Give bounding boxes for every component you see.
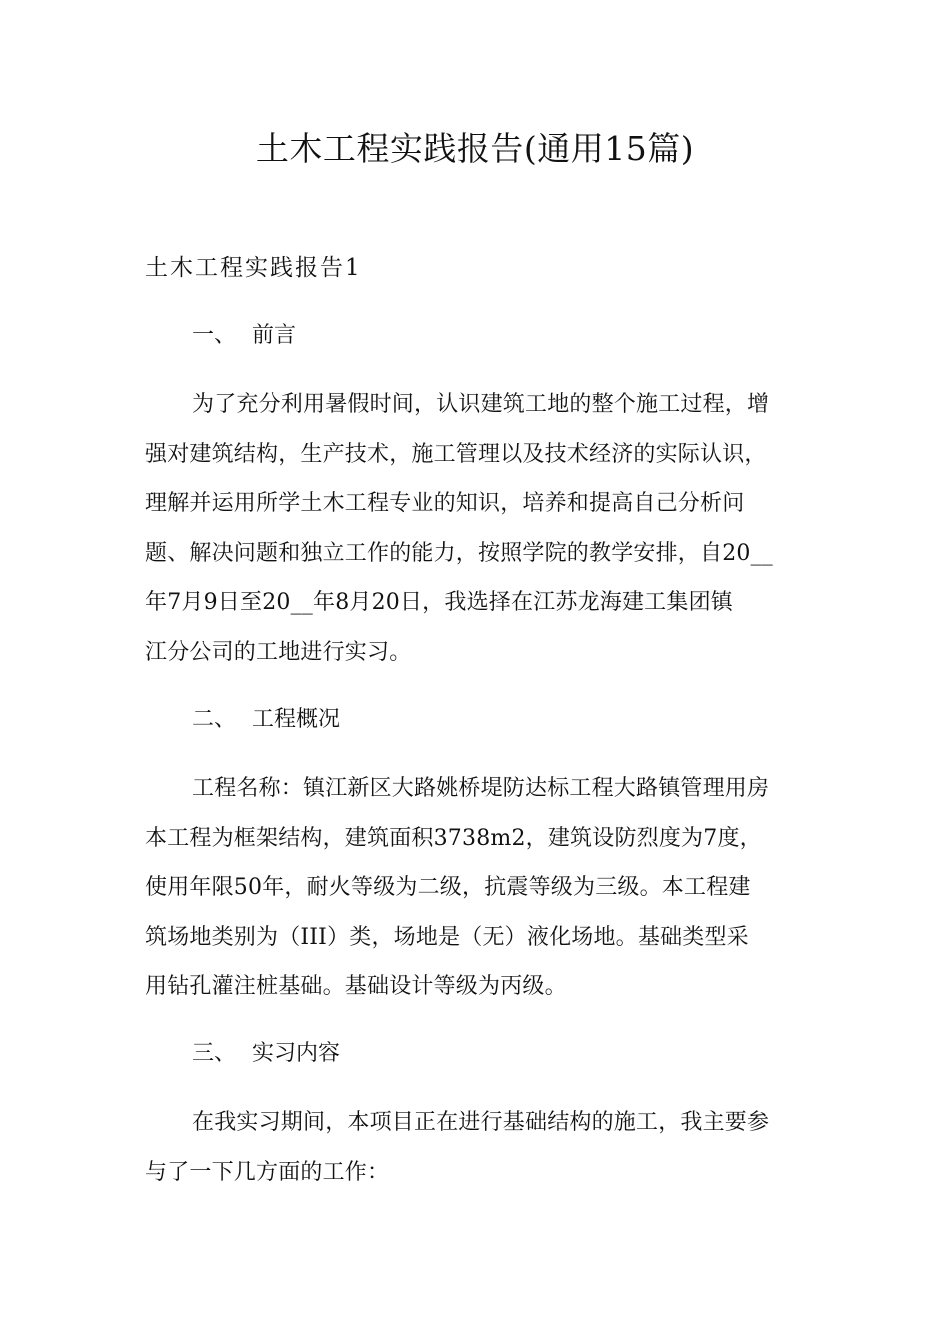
section-heading-3 bbox=[192, 1038, 340, 1070]
paragraph-line: 本工程为框架结构，建筑面积3738m2，建筑设防烈度为7度， bbox=[145, 825, 762, 851]
section-number: 二、 bbox=[192, 707, 237, 732]
paragraph-line: 筑场地类别为（III）类，场地是（无）液化场地。基础类型采 bbox=[145, 924, 749, 950]
section-title: 前言 bbox=[252, 323, 297, 348]
section-paragraph-2 bbox=[145, 764, 807, 1012]
section-number: 一、 bbox=[192, 323, 237, 348]
paragraph-line: 强对建筑结构，生产技术，施工管理以及技术经济的实际认识， bbox=[145, 441, 767, 467]
paragraph-line: 江分公司的工地进行实习。 bbox=[145, 639, 412, 665]
section-heading-2 bbox=[192, 704, 340, 736]
paragraph-line: 年7月9日至20__年8月20日，我选择在江苏龙海建工集团镇 bbox=[145, 590, 733, 615]
section-number: 三、 bbox=[192, 1041, 237, 1066]
section-paragraph-3 bbox=[145, 1098, 807, 1197]
document-title: 土木工程实践报告(通用15篇) bbox=[255, 129, 695, 168]
paragraph-line: 为了充分利用暑假时间，认识建筑工地的整个施工过程，增 bbox=[192, 392, 770, 417]
paragraph-line: 在我实习期间，本项目正在进行基础结构的施工，我主要参 bbox=[192, 1110, 770, 1135]
paragraph-line: 与了一下几方面的工作： bbox=[145, 1159, 390, 1185]
section-title: 实习内容 bbox=[252, 1041, 341, 1066]
section-title: 工程概况 bbox=[252, 707, 341, 732]
report-subtitle: 土木工程实践报告1 bbox=[145, 255, 362, 281]
paragraph-line: 使用年限50年，耐火等级为二级，抗震等级为三级。本工程建 bbox=[145, 875, 751, 900]
paragraph-line: 题、解决问题和独立工作的能力，按照学院的教学安排，自20__ bbox=[145, 540, 773, 566]
paragraph-line: 理解并运用所学土木工程专业的知识，培养和提高自己分析问 bbox=[145, 491, 745, 516]
paragraph-line: 工程名称：镇江新区大路姚桥堤防达标工程大路镇管理用房 bbox=[192, 776, 770, 801]
section-paragraph-1 bbox=[145, 380, 807, 677]
section-heading-1 bbox=[192, 320, 296, 352]
paragraph-line: 用钻孔灌注桩基础。基础设计等级为丙级。 bbox=[145, 974, 567, 999]
